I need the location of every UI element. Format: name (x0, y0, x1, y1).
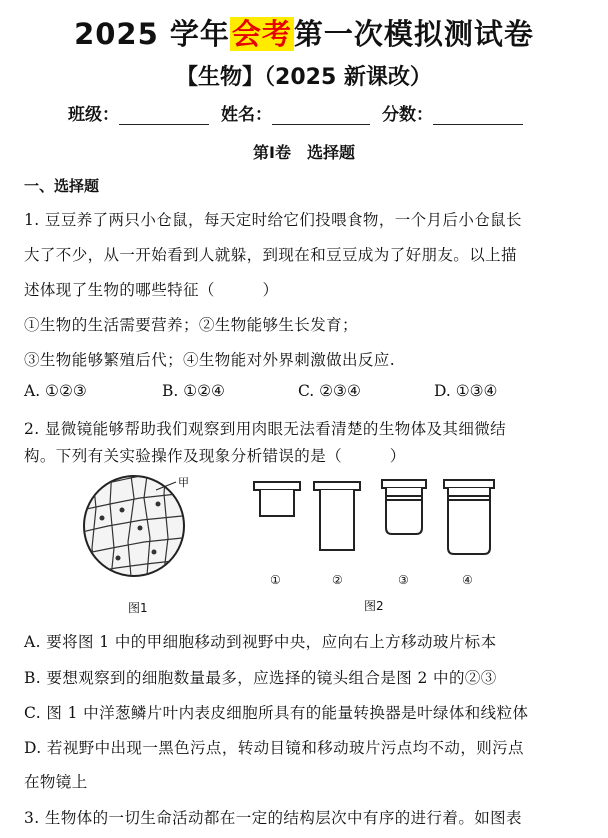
figure-1-cell-view (82, 468, 202, 588)
lens-label-3: ③ (398, 573, 409, 587)
lens-4-rim (444, 480, 494, 488)
lens-2-body (320, 490, 354, 550)
q2-option-b[interactable]: B. 要想观察到的细胞数量最多，应选择的镜头组合是图 2 中的②③ (24, 669, 497, 687)
q1-line-3: 述体现了生物的哪些特征（ ） (24, 281, 279, 299)
name-label: 姓名： (221, 105, 272, 125)
figure-1-caption: 图1 (128, 601, 148, 615)
q1-line-4: ①生物的生活需要营养；②生物能够生长发育； (24, 316, 358, 334)
q2-line-1: 2. 显微镜能够帮助我们观察到用肉眼无法看清楚的生物体及其细微结 (24, 420, 507, 438)
lens-3-band (386, 496, 422, 500)
title-highlight: 会考 (231, 17, 292, 51)
lens-label-4: ④ (462, 573, 473, 587)
q1-options (24, 382, 497, 400)
q3-line-1: 3. 生物体的一切生命活动都在一定的结构层次中有序的进行着。如图表 (24, 809, 522, 827)
lens-4-band (448, 496, 490, 500)
lens-label-2: ② (332, 573, 343, 587)
q2-option-a[interactable]: A. 要将图 1 中的甲细胞移动到视野中央，应向右上方移动玻片标本 (24, 633, 497, 651)
lens-2-rim (314, 482, 360, 490)
lens-1-body (260, 490, 294, 516)
class-label: 班级： (68, 105, 119, 125)
q1-line-1: 1. 豆豆养了两只小仓鼠，每天定时给它们投喂食物，一个月后小仓鼠长 (24, 211, 522, 229)
score-field[interactable] (433, 106, 523, 125)
q2-option-d[interactable]: D. 若视野中出现一黑色污点，转动目镜和移动玻片污点均不动，则污点 (24, 739, 524, 757)
title-year: 2025 学年 (74, 17, 230, 51)
exam-title (0, 12, 608, 53)
figure-2-caption: 图2 (364, 599, 384, 613)
q2-option-d-cont: 在物镜上 (24, 773, 88, 791)
name-field[interactable] (272, 106, 370, 125)
figure-2-lenses (240, 470, 510, 592)
lens-3-rim (382, 480, 426, 488)
q1-line-2: 大了不少，从一开始看到人就躲，到现在和豆豆成为了好朋友。以上描 (24, 246, 517, 264)
student-info-row (68, 100, 523, 125)
class-field[interactable] (119, 106, 209, 125)
lens-3-body (386, 488, 422, 534)
exam-subtitle: 【生物】（2025 新课改） (176, 65, 432, 90)
q1-option-d[interactable]: D. ①③④ (434, 382, 498, 400)
score-label: 分数： (382, 105, 433, 125)
q1-option-a[interactable]: A. ①②③ (24, 382, 87, 400)
q1-line-5: ③生物能够繁殖后代；④生物能对外界刺激做出反应. (24, 351, 396, 369)
lens-1-rim (254, 482, 300, 490)
question-type-heading: 一、选择题 (24, 177, 100, 195)
q2-option-c[interactable]: C. 图 1 中洋葱鳞片叶内表皮细胞所具有的能量转换器是叶绿体和线粒体 (24, 704, 529, 722)
q2-line-2: 构。下列有关实验操作及现象分析错误的是（ ） (24, 447, 406, 465)
q1-option-c[interactable]: C. ②③④ (298, 382, 361, 400)
figure-1-label: 甲 (178, 476, 189, 489)
lens-label-1: ① (270, 573, 281, 587)
q1-option-b[interactable]: B. ①②④ (162, 382, 225, 400)
section-title: 第Ⅰ卷 选择题 (253, 143, 355, 162)
title-rest: 第一次模拟测试卷 (293, 17, 534, 51)
